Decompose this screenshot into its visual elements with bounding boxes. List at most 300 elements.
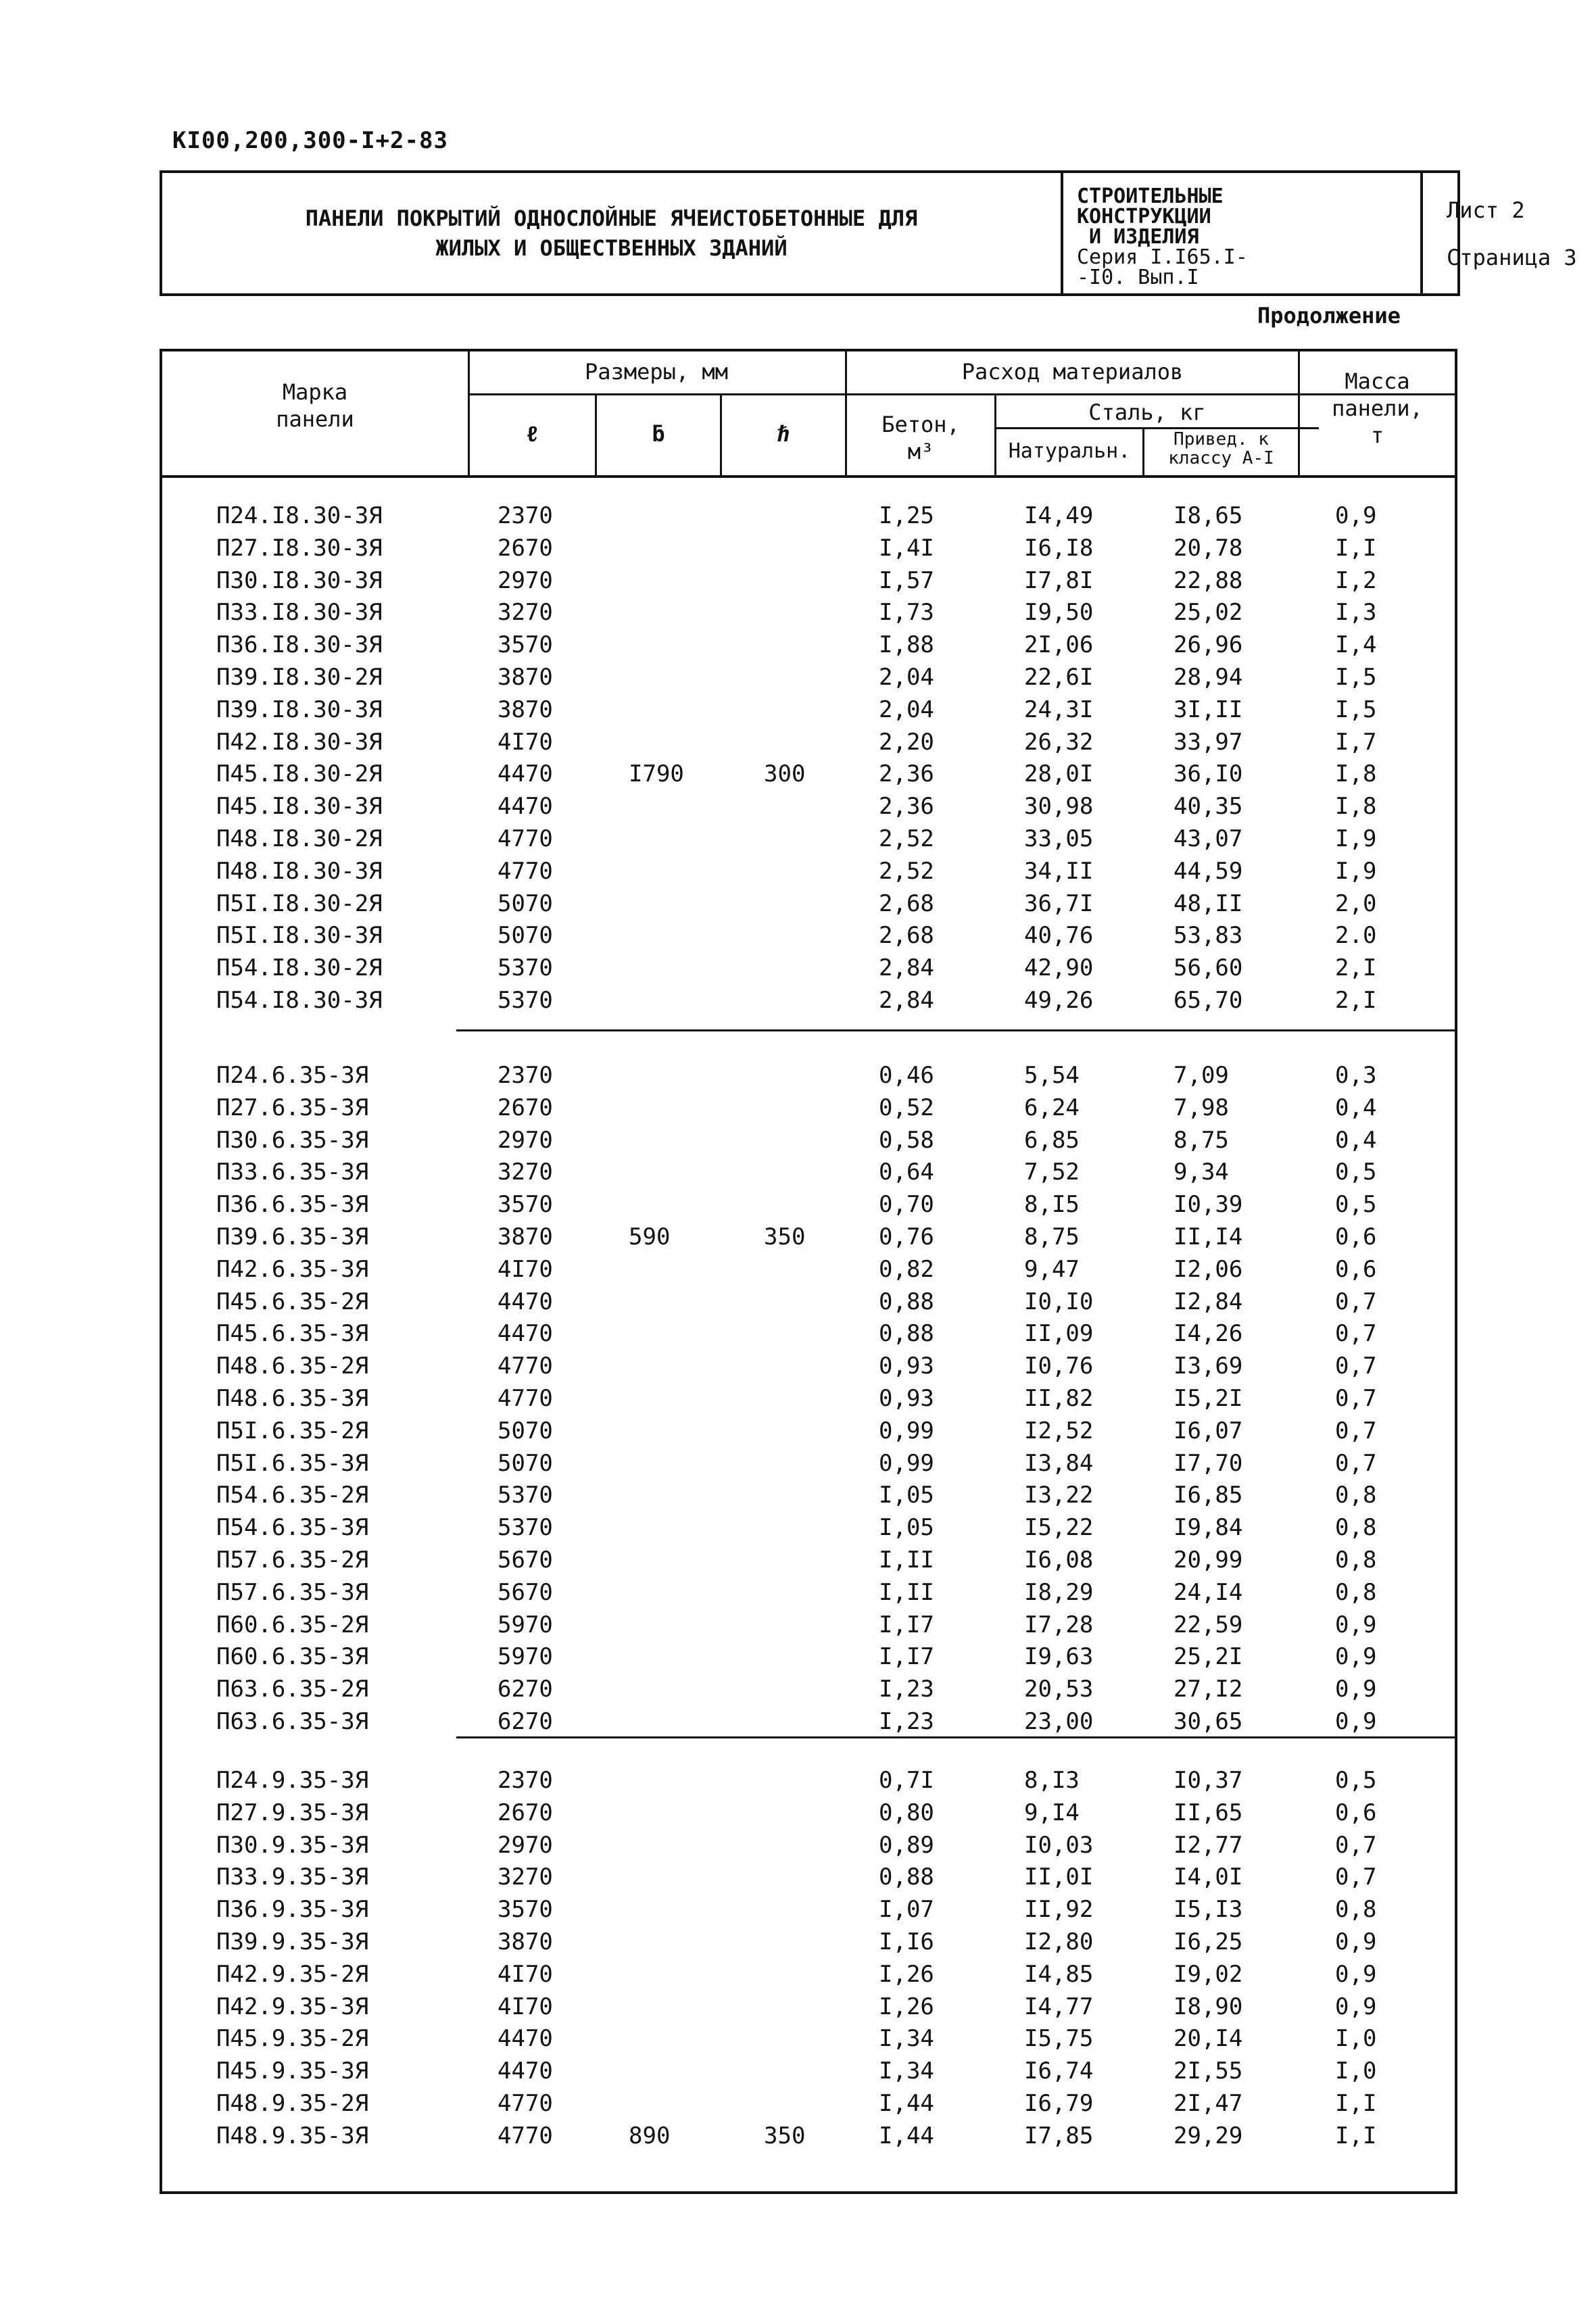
cell-steel-natural: I4,85: [1024, 1960, 1094, 1988]
cell-mass: 0,5: [1335, 1159, 1377, 1186]
header-l: ℓ: [525, 421, 539, 447]
cell-concrete: 0,99: [879, 1417, 934, 1444]
cell-steel-natural: 28,0I: [1024, 760, 1094, 788]
cell-height: 350: [764, 2122, 806, 2149]
cell-mark: П60.6.35-3Я: [216, 1643, 369, 1671]
cell-steel-natural: I0,76: [1024, 1353, 1094, 1380]
cell-steel-natural: I0,03: [1024, 1831, 1094, 1859]
cell-mark: П5I.6.35-3Я: [216, 1449, 369, 1477]
cell-concrete: 2,04: [879, 664, 934, 691]
cell-length: 2970: [498, 1831, 553, 1859]
cell-steel-reduced: 25,02: [1174, 599, 1243, 627]
cell-steel-natural: I2,52: [1024, 1417, 1094, 1444]
cell-concrete: 2,36: [879, 760, 934, 788]
cell-mass: 0,7: [1335, 1863, 1377, 1891]
cell-steel-natural: 24,3I: [1024, 696, 1094, 723]
cell-concrete: 0,76: [879, 1223, 934, 1250]
cell-mark: П57.6.35-3Я: [216, 1578, 369, 1606]
cell-mark: П24.I8.30-3Я: [216, 502, 383, 529]
cell-mass: 0,8: [1335, 1546, 1377, 1574]
cell-mark: П42.9.35-2Я: [216, 1960, 369, 1988]
cell-concrete: I,05: [879, 1514, 934, 1542]
cell-mark: П39.6.35-3Я: [216, 1223, 369, 1250]
cell-mark: П33.I8.30-3Я: [216, 599, 383, 627]
cell-mark: П48.I8.30-2Я: [216, 825, 383, 852]
cell-mass: 0,8: [1335, 1578, 1377, 1606]
cell-steel-natural: II,82: [1024, 1385, 1094, 1412]
cell-steel-reduced: II,65: [1174, 1799, 1243, 1826]
cell-mass: I,8: [1335, 793, 1377, 821]
cell-concrete: 0,93: [879, 1353, 934, 1380]
cell-concrete: I,I7: [879, 1611, 934, 1638]
cell-width: 590: [629, 1223, 671, 1250]
table-row: [162, 1156, 1455, 1188]
cell-concrete: 0,88: [879, 1863, 934, 1891]
table-row: [162, 1383, 1455, 1415]
cell-mark: П33.6.35-3Я: [216, 1159, 369, 1186]
cell-mark: П42.6.35-3Я: [216, 1255, 369, 1283]
cell-length: 5670: [498, 1546, 553, 1574]
cell-mark: П5I.I8.30-2Я: [216, 890, 383, 917]
cell-mark: П30.6.35-3Я: [216, 1126, 369, 1154]
cell-length: 5970: [498, 1643, 553, 1671]
table-row: [162, 1926, 1455, 1958]
cell-steel-natural: I3,84: [1024, 1449, 1094, 1477]
table-row: [162, 2088, 1455, 2120]
cell-steel-natural: I6,74: [1024, 2057, 1094, 2085]
cell-length: 3870: [498, 1223, 553, 1250]
cell-length: 4470: [498, 2057, 553, 2085]
cell-concrete: 2,36: [879, 793, 934, 821]
cell-mass: 0,8: [1335, 1896, 1377, 1924]
cell-steel-reduced: I5,2I: [1174, 1385, 1243, 1412]
cell-steel-reduced: 2I,55: [1174, 2057, 1243, 2085]
cell-length: 5970: [498, 1611, 553, 1638]
cell-mass: I,5: [1335, 664, 1377, 691]
cell-mark: П5I.I8.30-3Я: [216, 922, 383, 950]
cell-concrete: 0,82: [879, 1255, 934, 1283]
cell-steel-reduced: I6,25: [1174, 1928, 1243, 1955]
table-row: [162, 1861, 1455, 1893]
cell-concrete: I,57: [879, 566, 934, 594]
cell-steel-natural: 9,I4: [1024, 1799, 1080, 1826]
cell-mass: I,2: [1335, 566, 1377, 594]
header-b: ƃ: [652, 421, 665, 447]
cell-mark: П36.9.35-3Я: [216, 1896, 369, 1924]
cell-mass: 0,7: [1335, 1288, 1377, 1315]
cell-steel-reduced: 20,I4: [1174, 2025, 1243, 2053]
table-row: [162, 920, 1455, 952]
cell-mass: I,8: [1335, 760, 1377, 788]
series-line-2: КОНСТРУКЦИИ: [1077, 205, 1211, 228]
cell-mass: 2,I: [1335, 954, 1377, 982]
cell-length: 4470: [498, 1288, 553, 1315]
cell-mass: 0,7: [1335, 1353, 1377, 1380]
cell-length: 4770: [498, 2090, 553, 2117]
cell-mass: 0,6: [1335, 1255, 1377, 1283]
cell-steel-reduced: 8,75: [1174, 1126, 1229, 1154]
cell-width: 890: [629, 2122, 671, 2149]
table-row: [162, 533, 1455, 564]
header-mass-line1: Масса: [1345, 368, 1410, 394]
cell-concrete: I,73: [879, 599, 934, 627]
series-line-3: И ИЗДЕЛИЯ: [1089, 225, 1199, 249]
cell-width: I790: [629, 760, 684, 788]
cell-concrete: I,88: [879, 631, 934, 659]
cell-mass: I,I: [1335, 2122, 1377, 2149]
cell-concrete: 0,89: [879, 1831, 934, 1859]
table-row: [162, 565, 1455, 597]
cell-mark: П45.6.35-3Я: [216, 1320, 369, 1348]
cell-concrete: 2,84: [879, 954, 934, 982]
cell-mass: 0,5: [1335, 1767, 1377, 1794]
cell-mass: 0,3: [1335, 1062, 1377, 1089]
cell-concrete: I,26: [879, 1960, 934, 1988]
cell-steel-reduced: I9,02: [1174, 1960, 1243, 1988]
table-row: [162, 1830, 1455, 1861]
cell-mass: I,7: [1335, 728, 1377, 756]
cell-steel-natural: I0,I0: [1024, 1288, 1094, 1315]
cell-concrete: 2,52: [879, 825, 934, 852]
table-row: [162, 1512, 1455, 1544]
table-row: [162, 823, 1455, 855]
cell-concrete: 2,68: [879, 922, 934, 950]
cell-steel-natural: 8,I5: [1024, 1191, 1080, 1219]
cell-steel-reduced: 20,78: [1174, 534, 1243, 562]
cell-mass: 0,9: [1335, 502, 1377, 529]
cell-mark: П27.I8.30-3Я: [216, 534, 383, 562]
cell-length: 6270: [498, 1676, 553, 1703]
table-row: [162, 1544, 1455, 1576]
cell-length: 3570: [498, 631, 553, 659]
cell-concrete: 0,88: [879, 1288, 934, 1315]
cell-steel-reduced: I8,90: [1174, 1993, 1243, 2020]
cell-steel-reduced: 24,I4: [1174, 1578, 1243, 1606]
cell-steel-natural: I5,22: [1024, 1514, 1094, 1542]
header-h: ℏ: [777, 421, 790, 447]
cell-concrete: 2,04: [879, 696, 934, 723]
cell-length: 5370: [498, 1514, 553, 1542]
cell-mass: 0,8: [1335, 1514, 1377, 1542]
cell-steel-natural: I8,29: [1024, 1578, 1094, 1606]
cell-mass: 0,6: [1335, 1223, 1377, 1250]
table-row: [162, 2023, 1455, 2055]
header-reduced-line2: классу А-I: [1168, 448, 1274, 468]
cell-steel-reduced: I2,77: [1174, 1831, 1243, 1859]
document-code: КI00,200,300-I+2-83: [172, 127, 448, 154]
cell-steel-reduced: 48,II: [1174, 890, 1243, 917]
cell-mark: П54.I8.30-3Я: [216, 987, 383, 1014]
cell-length: 3870: [498, 1928, 553, 1955]
table-row: [162, 1577, 1455, 1609]
series-info: [1061, 173, 1423, 293]
cell-concrete: 0,52: [879, 1094, 934, 1121]
cell-mass: 0,9: [1335, 1928, 1377, 1955]
cell-height: 350: [764, 1223, 806, 1250]
cell-concrete: I,23: [879, 1676, 934, 1703]
cell-mark: П42.9.35-3Я: [216, 1993, 369, 2020]
sheet-info: [1423, 173, 1596, 293]
cell-mark: П45.9.35-3Я: [216, 2057, 369, 2085]
cell-mass: I,0: [1335, 2057, 1377, 2085]
cell-mass: 2,0: [1335, 890, 1377, 917]
cell-steel-reduced: I9,84: [1174, 1514, 1243, 1542]
cell-concrete: I,I6: [879, 1928, 934, 1955]
panels-table: [160, 349, 1457, 2194]
table-row: [162, 727, 1455, 758]
cell-mark: П45.I8.30-2Я: [216, 760, 383, 788]
cell-mark: П45.6.35-2Я: [216, 1288, 369, 1315]
cell-mass: I,3: [1335, 599, 1377, 627]
table-row: [162, 629, 1455, 661]
cell-length: 3570: [498, 1896, 553, 1924]
table-row: [162, 1674, 1455, 1705]
cell-length: 4470: [498, 2025, 553, 2053]
cell-steel-natural: 26,32: [1024, 728, 1094, 756]
cell-length: 6270: [498, 1708, 553, 1735]
cell-steel-natural: 22,6I: [1024, 664, 1094, 691]
cell-concrete: 0,46: [879, 1062, 934, 1089]
cell-mark: П54.6.35-3Я: [216, 1514, 369, 1542]
cell-mark: П39.I8.30-2Я: [216, 664, 383, 691]
cell-steel-natural: 30,98: [1024, 793, 1094, 821]
cell-mark: П54.I8.30-2Я: [216, 954, 383, 982]
cell-steel-natural: I4,77: [1024, 1993, 1094, 2020]
cell-length: 2670: [498, 1094, 553, 1121]
table-row: [162, 1706, 1455, 1738]
cell-length: 4770: [498, 857, 553, 885]
cell-steel-natural: I4,49: [1024, 502, 1094, 529]
cell-mass: I,9: [1335, 825, 1377, 852]
cell-steel-reduced: 44,59: [1174, 857, 1243, 885]
cell-mass: I,5: [1335, 696, 1377, 723]
cell-steel-reduced: I2,84: [1174, 1288, 1243, 1315]
cell-steel-natural: 7,52: [1024, 1159, 1080, 1186]
cell-steel-natural: I7,28: [1024, 1611, 1094, 1638]
cell-steel-natural: 34,II: [1024, 857, 1094, 885]
table-row: [162, 1959, 1455, 1991]
cell-concrete: 2,52: [879, 857, 934, 885]
cell-mark: П48.I8.30-3Я: [216, 857, 383, 885]
cell-mass: 0,7: [1335, 1417, 1377, 1444]
table-row: [162, 1448, 1455, 1480]
table-row: [162, 1415, 1455, 1447]
cell-steel-natural: I3,22: [1024, 1482, 1094, 1509]
document-title: [162, 173, 1061, 293]
cell-length: 5370: [498, 954, 553, 982]
cell-steel-reduced: 2I,47: [1174, 2090, 1243, 2117]
cell-steel-natural: I7,8I: [1024, 566, 1094, 594]
cell-steel-natural: II,09: [1024, 1320, 1094, 1348]
cell-steel-natural: I5,75: [1024, 2025, 1094, 2053]
cell-steel-natural: 20,53: [1024, 1676, 1094, 1703]
cell-mark: П45.9.35-2Я: [216, 2025, 369, 2053]
cell-length: 2670: [498, 534, 553, 562]
table-row: [162, 597, 1455, 629]
cell-steel-natural: 9,47: [1024, 1255, 1080, 1283]
cell-steel-reduced: 30,65: [1174, 1708, 1243, 1735]
cell-concrete: I,23: [879, 1708, 934, 1735]
cell-concrete: 0,70: [879, 1191, 934, 1219]
cell-steel-natural: 8,I3: [1024, 1767, 1080, 1794]
cell-mark: П48.9.35-2Я: [216, 2090, 369, 2117]
cell-mass: 0,9: [1335, 1993, 1377, 2020]
table-row: [162, 1125, 1455, 1156]
series-line-5: -I0. Вып.I: [1077, 266, 1199, 289]
cell-mark: П5I.6.35-2Я: [216, 1417, 369, 1444]
cell-steel-reduced: 3I,II: [1174, 696, 1243, 723]
cell-mark: П63.6.35-3Я: [216, 1708, 369, 1735]
table-body: [162, 351, 1455, 2191]
cell-steel-reduced: I3,69: [1174, 1353, 1243, 1380]
header-reduced-line1: Привед. к: [1174, 429, 1269, 449]
cell-mark: П24.6.35-3Я: [216, 1062, 369, 1089]
table-row: [162, 1609, 1455, 1641]
title-block: [160, 170, 1577, 296]
cell-steel-reduced: 65,70: [1174, 987, 1243, 1014]
cell-mass: 0,4: [1335, 1094, 1377, 1121]
cell-mass: I,4: [1335, 631, 1377, 659]
table-row: [162, 1765, 1455, 1797]
cell-length: 5670: [498, 1578, 553, 1606]
title-line-2: ЖИЛЫХ И ОБЩЕСТВЕННЫХ ЗДАНИЙ: [435, 235, 788, 261]
table-row: [162, 791, 1455, 823]
cell-steel-reduced: II,I4: [1174, 1223, 1243, 1250]
table-row: [162, 1189, 1455, 1221]
cell-length: 3270: [498, 1159, 553, 1186]
cell-mass: 0,7: [1335, 1385, 1377, 1412]
cell-mark: П48.6.35-2Я: [216, 1353, 369, 1380]
cell-steel-natural: I9,50: [1024, 599, 1094, 627]
cell-mark: П60.6.35-2Я: [216, 1611, 369, 1638]
cell-length: 3870: [498, 696, 553, 723]
cell-concrete: 0,64: [879, 1159, 934, 1186]
cell-mark: П30.9.35-3Я: [216, 1831, 369, 1859]
cell-steel-reduced: 7,09: [1174, 1062, 1229, 1089]
cell-length: 3270: [498, 1863, 553, 1891]
table-row: [162, 694, 1455, 726]
table-row: [162, 1350, 1455, 1382]
cell-mark: П45.I8.30-3Я: [216, 793, 383, 821]
cell-steel-reduced: I0,37: [1174, 1767, 1243, 1794]
cell-steel-natural: I7,85: [1024, 2122, 1094, 2149]
cell-mark: П57.6.35-2Я: [216, 1546, 369, 1574]
cell-steel-reduced: I8,65: [1174, 502, 1243, 529]
cell-mark: П39.I8.30-3Я: [216, 696, 383, 723]
cell-steel-natural: 42,90: [1024, 954, 1094, 982]
cell-mark: П63.6.35-2Я: [216, 1676, 369, 1703]
table-row: [162, 1480, 1455, 1511]
cell-mass: 0,4: [1335, 1126, 1377, 1154]
cell-steel-natural: I6,79: [1024, 2090, 1094, 2117]
cell-mark: П24.9.35-3Я: [216, 1767, 369, 1794]
cell-mass: I,I: [1335, 534, 1377, 562]
cell-concrete: I,4I: [879, 534, 934, 562]
cell-mark: П30.I8.30-3Я: [216, 566, 383, 594]
cell-mark: П48.6.35-3Я: [216, 1385, 369, 1412]
header-materials: Расход материалов: [961, 359, 1184, 385]
table-row: [162, 1286, 1455, 1318]
table-row: [162, 662, 1455, 693]
cell-length: 4770: [498, 2122, 553, 2149]
cell-steel-reduced: I7,70: [1174, 1449, 1243, 1477]
cell-steel-reduced: 40,35: [1174, 793, 1243, 821]
table-row: [162, 500, 1455, 532]
header-mark-line1: Марка: [282, 379, 348, 405]
cell-concrete: 0,80: [879, 1799, 934, 1826]
table-row: [162, 1318, 1455, 1350]
table-row: [162, 1991, 1455, 2023]
cell-concrete: 2,20: [879, 728, 934, 756]
cell-steel-reduced: 56,60: [1174, 954, 1243, 982]
cell-concrete: I,34: [879, 2025, 934, 2053]
header-mass-line3: т: [1370, 422, 1384, 448]
cell-steel-natural: I9,63: [1024, 1643, 1094, 1671]
cell-steel-natural: I2,80: [1024, 1928, 1094, 1955]
cell-length: 4470: [498, 1320, 553, 1348]
cell-concrete: I,II: [879, 1578, 934, 1606]
cell-steel-natural: 8,75: [1024, 1223, 1080, 1250]
cell-steel-reduced: 22,88: [1174, 566, 1243, 594]
cell-mass: 0,7: [1335, 1831, 1377, 1859]
cell-steel-natural: 2I,06: [1024, 631, 1094, 659]
cell-mark: П42.I8.30-3Я: [216, 728, 383, 756]
cell-length: 2370: [498, 502, 553, 529]
cell-concrete: 0,7I: [879, 1767, 934, 1794]
header-mass-line2: панели,: [1332, 395, 1423, 421]
cell-length: 4I70: [498, 1960, 553, 1988]
cell-mass: 0,9: [1335, 1676, 1377, 1703]
cell-mark: П36.I8.30-3Я: [216, 631, 383, 659]
table-row: [162, 1221, 1455, 1253]
sheet-number: Лист 2: [1447, 197, 1525, 223]
table-row: [162, 856, 1455, 887]
cell-mark: П54.6.35-2Я: [216, 1482, 369, 1509]
continuation-label: Продолжение: [1257, 303, 1401, 328]
page-number: Страница 3: [1447, 245, 1577, 270]
cell-length: 4770: [498, 825, 553, 852]
series-line-1: СТРОИТЕЛЬНЫЕ: [1077, 185, 1224, 208]
title-line-1: ПАНЕЛИ ПОКРЫТИЙ ОДНОСЛОЙНЫЕ ЯЧЕИСТОБЕТОННЫЕ ДЛЯ: [305, 205, 918, 231]
cell-steel-reduced: 53,83: [1174, 922, 1243, 950]
cell-length: 5070: [498, 890, 553, 917]
cell-mass: 0,9: [1335, 1643, 1377, 1671]
cell-concrete: I,25: [879, 502, 934, 529]
header-mark-line2: панели: [276, 406, 354, 432]
cell-mass: I,9: [1335, 857, 1377, 885]
cell-concrete: 2,68: [879, 890, 934, 917]
cell-steel-reduced: 22,59: [1174, 1611, 1243, 1638]
cell-length: 2970: [498, 1126, 553, 1154]
cell-mass: 0,5: [1335, 1191, 1377, 1219]
cell-steel-reduced: I6,07: [1174, 1417, 1243, 1444]
cell-steel-reduced: I4,0I: [1174, 1863, 1243, 1891]
cell-steel-reduced: I0,39: [1174, 1191, 1243, 1219]
cell-steel-natural: 49,26: [1024, 987, 1094, 1014]
cell-mark: П27.9.35-3Я: [216, 1799, 369, 1826]
cell-steel-natural: 40,76: [1024, 922, 1094, 950]
cell-mass: 2,I: [1335, 987, 1377, 1014]
table-row: [162, 1797, 1455, 1829]
cell-mass: 2.0: [1335, 922, 1377, 950]
cell-steel-reduced: I2,06: [1174, 1255, 1243, 1283]
cell-mass: 0,8: [1335, 1482, 1377, 1509]
cell-steel-reduced: 26,96: [1174, 631, 1243, 659]
cell-concrete: I,26: [879, 1993, 934, 2020]
cell-mass: 0,9: [1335, 1611, 1377, 1638]
cell-mass: 0,6: [1335, 1799, 1377, 1826]
cell-mass: 0,7: [1335, 1320, 1377, 1348]
